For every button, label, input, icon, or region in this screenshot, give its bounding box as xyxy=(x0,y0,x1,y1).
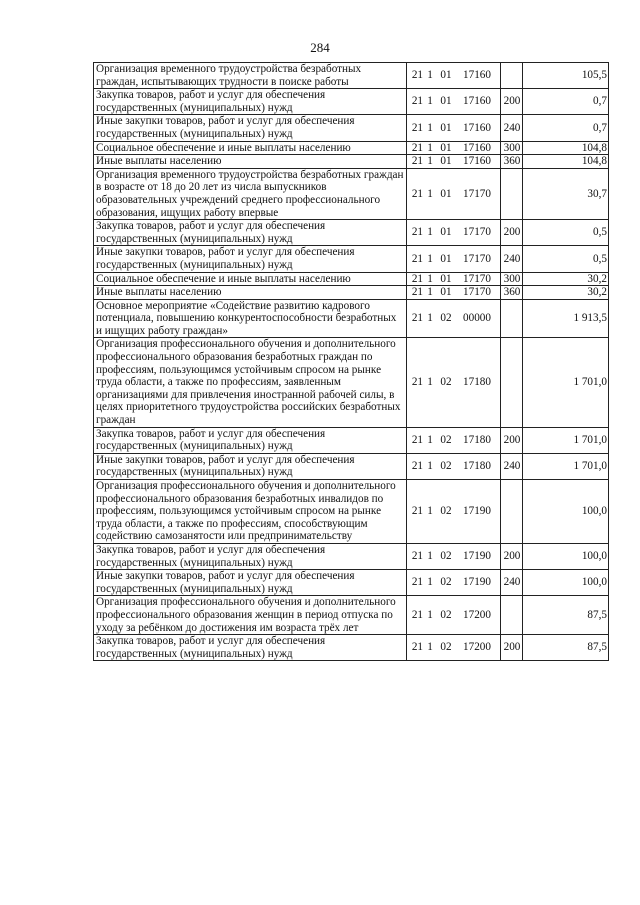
row-name: Социальное обеспечение и иные выплаты населению xyxy=(94,141,407,155)
row-expense-type: 200 xyxy=(501,635,523,661)
code-part-3: 01 xyxy=(440,141,452,154)
row-code xyxy=(407,286,501,300)
row-expense-type: 300 xyxy=(501,272,523,286)
code-part-4: 17170 xyxy=(463,272,491,285)
table-row xyxy=(94,453,609,479)
row-expense-type xyxy=(501,299,523,338)
table-row xyxy=(94,635,609,661)
code-part-1: 21 xyxy=(411,286,423,299)
row-code xyxy=(407,141,501,155)
row-code xyxy=(407,272,501,286)
table-row xyxy=(94,543,609,569)
code-part-3: 02 xyxy=(440,505,452,518)
table-row xyxy=(94,286,609,300)
code-part-2: 1 xyxy=(427,141,433,154)
code-part-2: 1 xyxy=(427,376,433,389)
row-amount: 87,5 xyxy=(523,596,609,635)
table-row xyxy=(94,155,609,169)
row-expense-type: 200 xyxy=(501,220,523,246)
row-code xyxy=(407,596,501,635)
table-row xyxy=(94,246,609,272)
code-part-4: 17170 xyxy=(463,187,491,200)
code-part-4: 17160 xyxy=(463,121,491,134)
code-part-2: 1 xyxy=(427,460,433,473)
row-code xyxy=(407,63,501,89)
page-number: 284 xyxy=(310,40,330,55)
row-name: Закупка товаров, работ и услуг для обеспечения государственных (муниципальных) нужд xyxy=(94,89,407,115)
row-code xyxy=(407,480,501,544)
code-part-2: 1 xyxy=(427,252,433,265)
row-amount: 0,5 xyxy=(523,246,609,272)
code-part-2: 1 xyxy=(427,121,433,134)
code-part-1: 21 xyxy=(411,141,423,154)
code-part-1: 21 xyxy=(411,376,423,389)
code-part-4: 00000 xyxy=(463,312,491,325)
code-part-3: 01 xyxy=(440,69,452,82)
row-name: Иные выплаты населению xyxy=(94,155,407,169)
code-part-3: 02 xyxy=(440,641,452,654)
code-part-3: 01 xyxy=(440,187,452,200)
row-code xyxy=(407,246,501,272)
code-part-2: 1 xyxy=(427,433,433,446)
code-part-3: 02 xyxy=(440,376,452,389)
code-part-1: 21 xyxy=(411,155,423,168)
code-part-2: 1 xyxy=(427,95,433,108)
row-amount: 0,7 xyxy=(523,115,609,141)
row-amount: 30,2 xyxy=(523,272,609,286)
code-part-4: 17180 xyxy=(463,376,491,389)
row-name: Иные закупки товаров, работ и услуг для обеспечения государственных (муниципальных) нужд xyxy=(94,115,407,141)
table-row xyxy=(94,338,609,427)
table-row xyxy=(94,220,609,246)
row-amount: 30,7 xyxy=(523,168,609,219)
row-name: Организация временного трудоустройства безработных граждан в возрасте от 18 до 20 лет из числа выпускников образовательных учреждений среднего профессионального образования, ищущих работу впервые xyxy=(94,168,407,219)
row-code xyxy=(407,427,501,453)
row-name: Иные выплаты населению xyxy=(94,286,407,300)
row-expense-type: 240 xyxy=(501,115,523,141)
row-amount: 1 701,0 xyxy=(523,453,609,479)
table-row xyxy=(94,63,609,89)
code-part-4: 17200 xyxy=(463,641,491,654)
code-part-1: 21 xyxy=(411,641,423,654)
row-expense-type: 200 xyxy=(501,543,523,569)
code-part-4: 17180 xyxy=(463,433,491,446)
row-expense-type: 360 xyxy=(501,286,523,300)
code-part-3: 01 xyxy=(440,252,452,265)
row-amount: 100,0 xyxy=(523,570,609,596)
code-part-2: 1 xyxy=(427,608,433,621)
code-part-4: 17190 xyxy=(463,505,491,518)
code-part-2: 1 xyxy=(427,641,433,654)
code-part-1: 21 xyxy=(411,272,423,285)
budget-table-body xyxy=(94,63,609,661)
code-part-1: 21 xyxy=(411,576,423,589)
code-part-2: 1 xyxy=(427,505,433,518)
code-part-3: 01 xyxy=(440,272,452,285)
code-part-3: 02 xyxy=(440,608,452,621)
row-expense-type: 240 xyxy=(501,246,523,272)
table-row xyxy=(94,272,609,286)
row-expense-type: 300 xyxy=(501,141,523,155)
row-amount: 1 701,0 xyxy=(523,427,609,453)
code-part-4: 17160 xyxy=(463,95,491,108)
code-part-1: 21 xyxy=(411,226,423,239)
row-name: Иные закупки товаров, работ и услуг для обеспечения государственных (муниципальных) нужд xyxy=(94,246,407,272)
code-part-2: 1 xyxy=(427,155,433,168)
table-row xyxy=(94,427,609,453)
row-name: Организация временного трудоустройства безработных граждан, испытывающих трудности в поиске работы xyxy=(94,63,407,89)
code-part-2: 1 xyxy=(427,69,433,82)
row-expense-type xyxy=(501,596,523,635)
row-name: Закупка товаров, работ и услуг для обеспечения государственных (муниципальных) нужд xyxy=(94,635,407,661)
code-part-2: 1 xyxy=(427,550,433,563)
row-code xyxy=(407,155,501,169)
code-part-4: 17160 xyxy=(463,141,491,154)
code-part-1: 21 xyxy=(411,252,423,265)
row-name: Основное мероприятие «Содействие развитию кадрового потенциала, повышению конкурентоспособности безработных и ищущих работу граждан» xyxy=(94,299,407,338)
code-part-2: 1 xyxy=(427,187,433,200)
code-part-3: 02 xyxy=(440,460,452,473)
row-expense-type: 200 xyxy=(501,89,523,115)
table-row xyxy=(94,480,609,544)
code-part-2: 1 xyxy=(427,576,433,589)
table-row xyxy=(94,168,609,219)
row-expense-type: 360 xyxy=(501,155,523,169)
table-row xyxy=(94,141,609,155)
row-expense-type: 240 xyxy=(501,453,523,479)
row-amount: 105,5 xyxy=(523,63,609,89)
code-part-1: 21 xyxy=(411,608,423,621)
table-row xyxy=(94,596,609,635)
code-part-4: 17190 xyxy=(463,550,491,563)
code-part-4: 17160 xyxy=(463,155,491,168)
code-part-4: 17190 xyxy=(463,576,491,589)
code-part-1: 21 xyxy=(411,460,423,473)
code-part-1: 21 xyxy=(411,312,423,325)
code-part-4: 17200 xyxy=(463,608,491,621)
row-amount: 30,2 xyxy=(523,286,609,300)
code-part-3: 02 xyxy=(440,312,452,325)
row-expense-type xyxy=(501,63,523,89)
row-expense-type: 240 xyxy=(501,570,523,596)
code-part-3: 01 xyxy=(440,286,452,299)
row-name: Социальное обеспечение и иные выплаты населению xyxy=(94,272,407,286)
row-code xyxy=(407,635,501,661)
row-amount: 100,0 xyxy=(523,543,609,569)
row-code xyxy=(407,299,501,338)
code-part-2: 1 xyxy=(427,226,433,239)
row-amount: 87,5 xyxy=(523,635,609,661)
row-name: Организация профессионального обучения и дополнительного профессионального образования безработных граждан по профессиям, пользующимся устойчивым спросом на рынке труда области, а также по профессиям, заявленным организациями для привлечения иностранной рабочей силы, в целях приоритетного трудоустройства российских безработных граждан xyxy=(94,338,407,427)
code-part-3: 02 xyxy=(440,576,452,589)
code-part-1: 21 xyxy=(411,187,423,200)
row-name: Иные закупки товаров, работ и услуг для обеспечения государственных (муниципальных) нужд xyxy=(94,570,407,596)
code-part-3: 02 xyxy=(440,433,452,446)
code-part-4: 17170 xyxy=(463,286,491,299)
code-part-2: 1 xyxy=(427,312,433,325)
code-part-4: 17180 xyxy=(463,460,491,473)
code-part-1: 21 xyxy=(411,550,423,563)
row-amount: 104,8 xyxy=(523,141,609,155)
row-code xyxy=(407,453,501,479)
table-row xyxy=(94,89,609,115)
code-part-1: 21 xyxy=(411,95,423,108)
table-row xyxy=(94,570,609,596)
code-part-2: 1 xyxy=(427,272,433,285)
code-part-4: 17160 xyxy=(463,69,491,82)
row-name: Организация профессионального обучения и дополнительного профессионального образования безработных инвалидов по профессиям, пользующимся устойчивым спросом на рынке труда области, а также по профессиям, способствующим содействию самозанятости или предпринимательству xyxy=(94,480,407,544)
row-expense-type xyxy=(501,480,523,544)
row-code xyxy=(407,168,501,219)
row-code xyxy=(407,338,501,427)
row-name: Организация профессионального обучения и дополнительного профессионального образования женщин в период отпуска по уходу за ребёнком до достижения им возраста трёх лет xyxy=(94,596,407,635)
row-amount: 1 913,5 xyxy=(523,299,609,338)
row-name: Закупка товаров, работ и услуг для обеспечения государственных (муниципальных) нужд xyxy=(94,220,407,246)
code-part-1: 21 xyxy=(411,69,423,82)
code-part-3: 01 xyxy=(440,95,452,108)
row-code xyxy=(407,115,501,141)
row-amount: 1 701,0 xyxy=(523,338,609,427)
row-amount: 104,8 xyxy=(523,155,609,169)
row-code xyxy=(407,570,501,596)
code-part-4: 17170 xyxy=(463,226,491,239)
code-part-4: 17170 xyxy=(463,252,491,265)
code-part-1: 21 xyxy=(411,433,423,446)
row-expense-type xyxy=(501,168,523,219)
row-name: Иные закупки товаров, работ и услуг для обеспечения государственных (муниципальных) нужд xyxy=(94,453,407,479)
code-part-2: 1 xyxy=(427,286,433,299)
row-code xyxy=(407,543,501,569)
row-expense-type xyxy=(501,338,523,427)
code-part-3: 01 xyxy=(440,121,452,134)
table-row xyxy=(94,299,609,338)
row-amount: 0,5 xyxy=(523,220,609,246)
code-part-3: 01 xyxy=(440,226,452,239)
budget-table xyxy=(93,62,609,661)
row-expense-type: 200 xyxy=(501,427,523,453)
row-code xyxy=(407,89,501,115)
row-code xyxy=(407,220,501,246)
code-part-3: 02 xyxy=(440,550,452,563)
table-row xyxy=(94,115,609,141)
row-amount: 0,7 xyxy=(523,89,609,115)
code-part-1: 21 xyxy=(411,505,423,518)
code-part-3: 01 xyxy=(440,155,452,168)
row-name: Закупка товаров, работ и услуг для обеспечения государственных (муниципальных) нужд xyxy=(94,543,407,569)
row-name: Закупка товаров, работ и услуг для обеспечения государственных (муниципальных) нужд xyxy=(94,427,407,453)
code-part-1: 21 xyxy=(411,121,423,134)
row-amount: 100,0 xyxy=(523,480,609,544)
